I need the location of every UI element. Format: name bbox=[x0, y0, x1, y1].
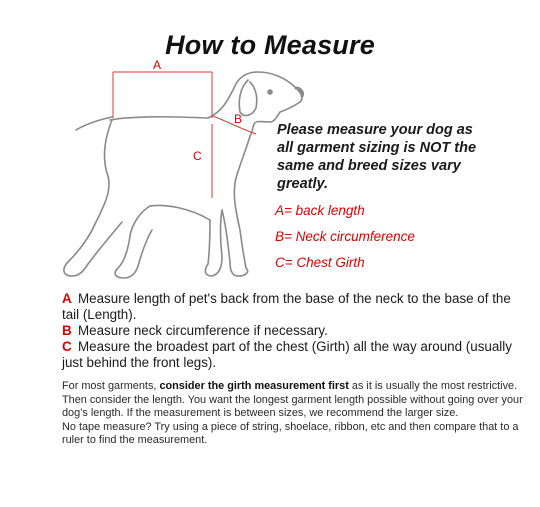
legend-neck-circumference: B= Neck circumference bbox=[275, 229, 415, 244]
tip-no-tape: No tape measure? Try using a piece of string, shoelace, ribbon, etc and then compare that to a ruler to find the measurement. bbox=[62, 420, 519, 447]
dog-back-head bbox=[110, 72, 302, 136]
tip-girth-first bbox=[62, 380, 532, 421]
measure-steps bbox=[62, 291, 522, 371]
dog-tail bbox=[76, 117, 112, 130]
dog-hind-leg-back bbox=[64, 120, 122, 276]
step-a bbox=[62, 291, 522, 323]
tip-text: as it is usually the most restrictive. Then consider the length. You want the longest garment length possible without going over your dog’s length. If the measurement is between sizes, we recommend the larger size. bbox=[62, 380, 523, 420]
step-text: Measure neck circumference if necessary. bbox=[78, 323, 328, 338]
label-a: A bbox=[153, 58, 162, 72]
step-b bbox=[62, 323, 522, 339]
measure-note: Please measure your dog as all garment sizing is NOT the same and breed sizes vary greatly. bbox=[277, 122, 477, 192]
dog-chest-front bbox=[234, 136, 250, 268]
measure-tips bbox=[62, 380, 532, 448]
label-b: B bbox=[234, 112, 243, 126]
step-key: C bbox=[62, 339, 72, 354]
legend-chest-girth: C= Chest Girth bbox=[275, 255, 365, 270]
tip-emphasis: consider the girth measurement first bbox=[159, 380, 349, 392]
step-text: Measure the broadest part of the chest (Girth) all the way around (usually just behind the front legs). bbox=[62, 339, 512, 370]
step-key: A bbox=[62, 291, 72, 306]
dog-belly bbox=[150, 206, 210, 220]
step-text: Measure length of pet's back from the base of the neck to the base of the tail (Length). bbox=[62, 291, 511, 322]
label-c: C bbox=[193, 149, 202, 163]
page-title: How to Measure bbox=[165, 30, 375, 60]
step-key: B bbox=[62, 323, 72, 338]
legend-back-length: A= back length bbox=[275, 203, 365, 218]
dog-ear bbox=[239, 80, 256, 115]
dog-hind-leg-front bbox=[115, 206, 152, 278]
tip-text: For most garments, bbox=[62, 380, 160, 392]
step-c bbox=[62, 339, 522, 371]
